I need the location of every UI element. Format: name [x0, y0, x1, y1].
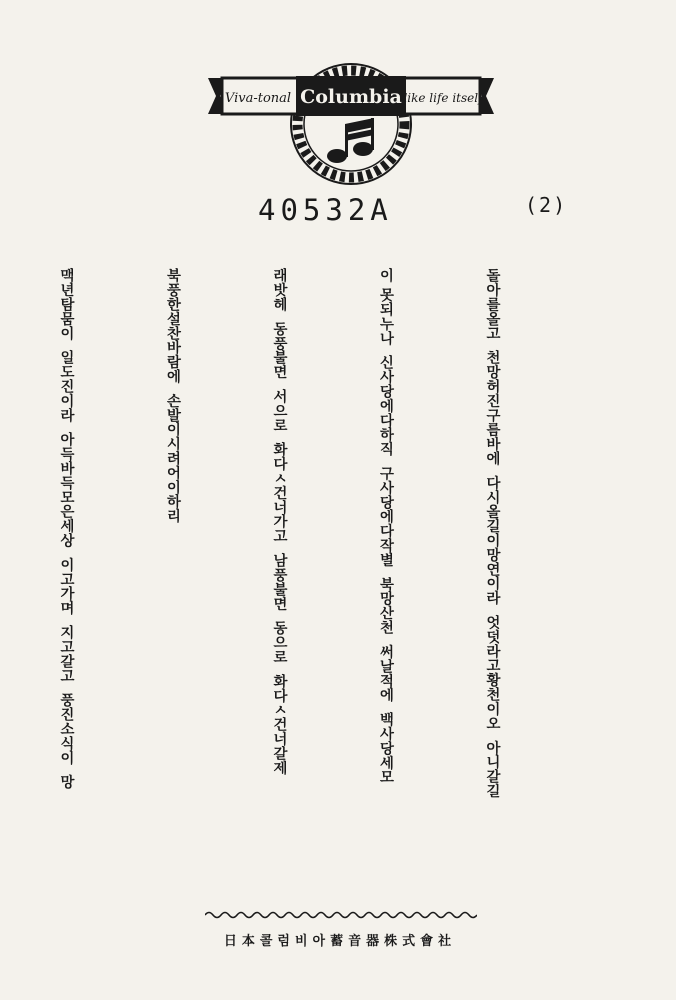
music-note-icon	[327, 118, 374, 163]
logo-brand: Columbia	[300, 86, 402, 108]
lyric-line: 맥년탐뭄이 일도진이라 아득바득모은세상 이고가며 지고갈고 풍진소식이 망	[58, 268, 74, 789]
page-number: (2)	[525, 193, 568, 217]
logo-left-text: Viva-tonal	[224, 91, 292, 106]
lyric-line: 돌아를올고 천망허진구름바에 다시올길이망연이라 엇덧라고황천이오 아니갈길	[484, 268, 500, 798]
logo-right-text: like life itself	[403, 91, 483, 105]
columbia-emblem	[200, 28, 502, 188]
lyric-line: 래밧헤 동풍불면 서으로 화다ㅅ건너가고 남풍불면 동으로 화다ㅅ건너갈제	[271, 268, 287, 775]
lyrics-text	[58, 268, 580, 908]
lyric-line: 북풍한설찬바람에 손발이시려어이하리	[164, 268, 181, 523]
record-number: 40532A	[258, 193, 393, 227]
columbia-logo	[200, 28, 502, 188]
wave-divider	[205, 908, 477, 922]
lyric-line: 이 못되누나 신사당에다하직 구사당에다작별 북망산천 써날적에 백사당세모	[377, 268, 394, 784]
publisher-name: 社會式株器音蓄아비럼콜本日	[223, 934, 457, 949]
